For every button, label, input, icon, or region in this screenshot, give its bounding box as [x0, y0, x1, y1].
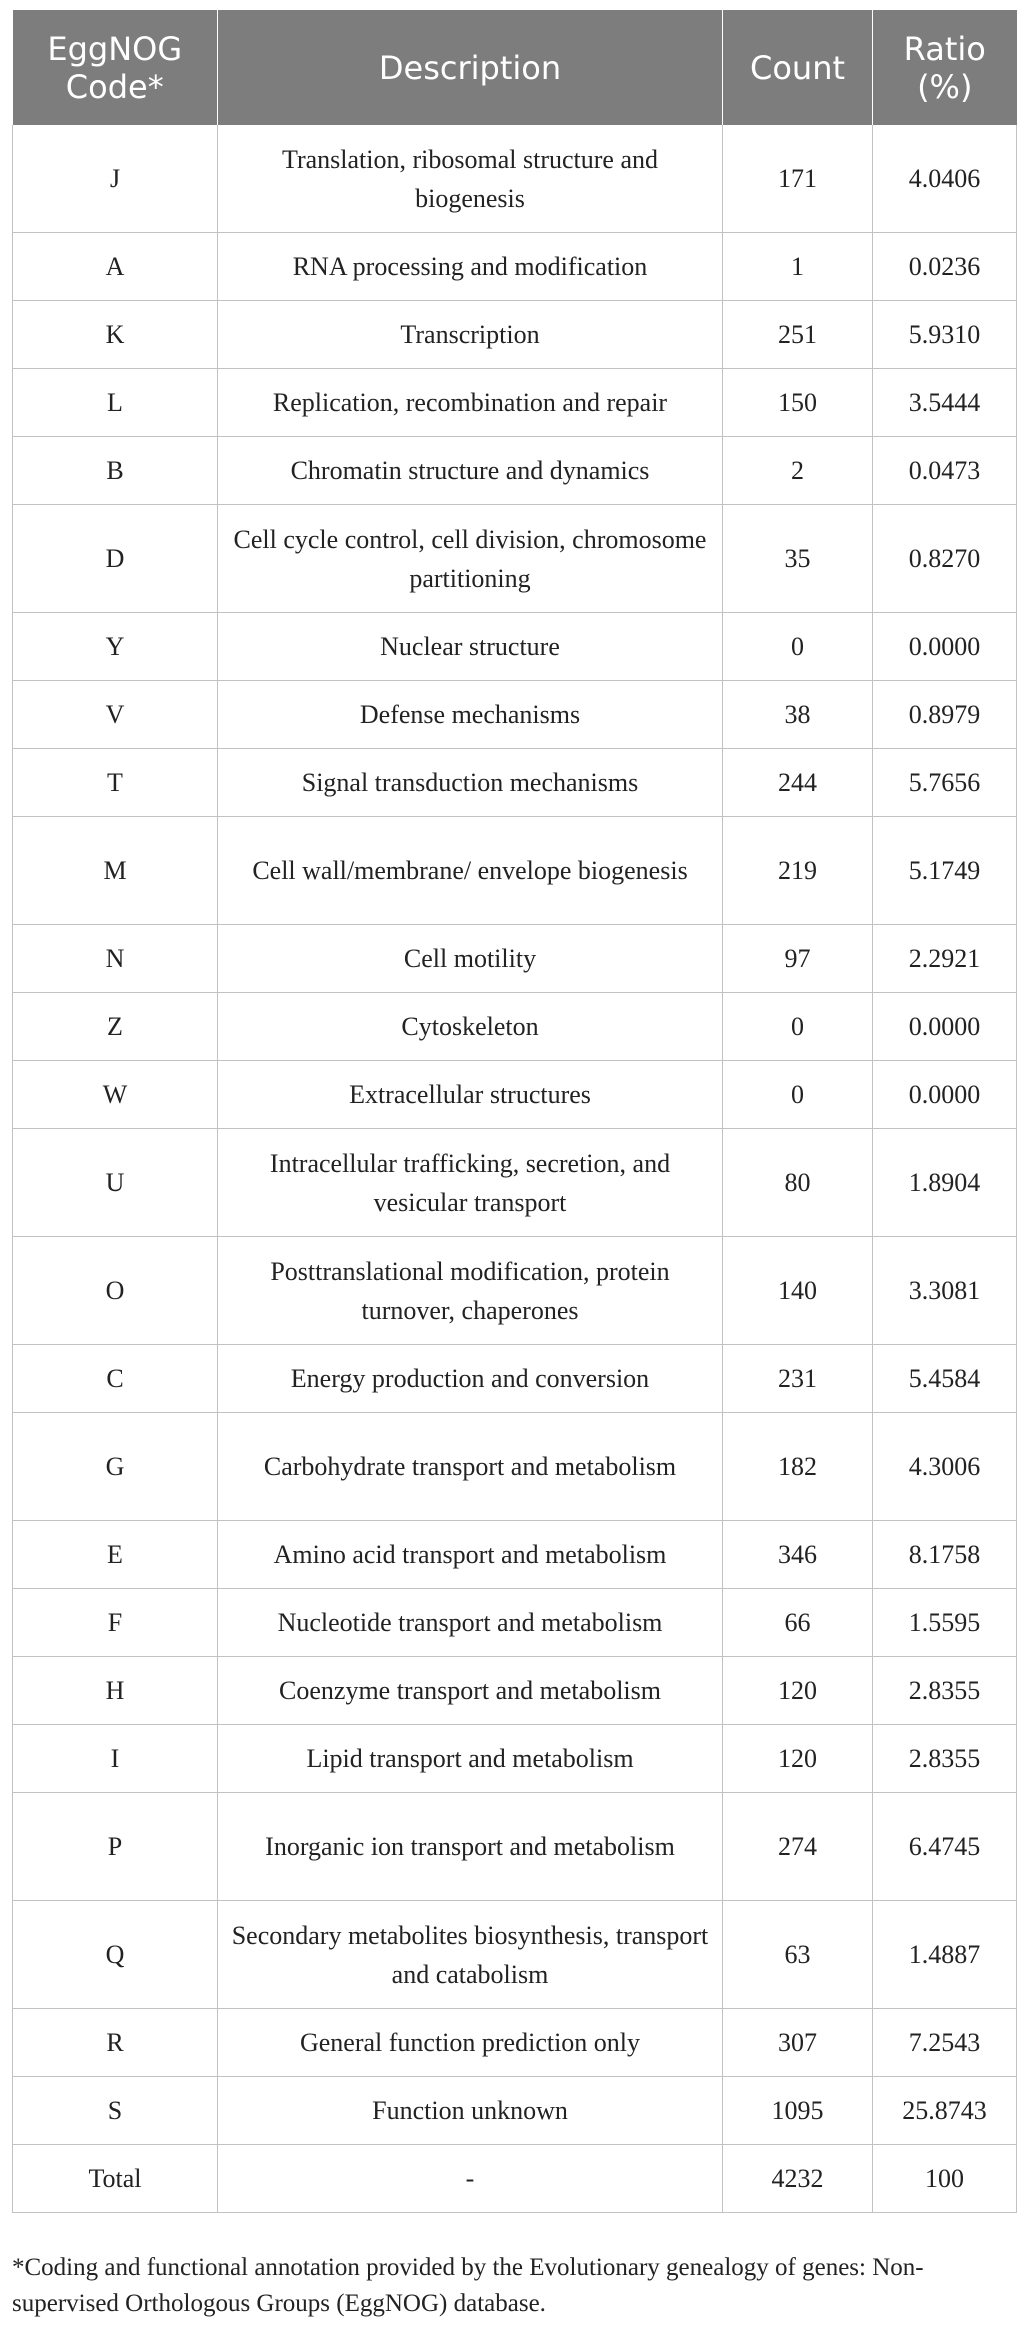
ratio-cell: 0.0000 [873, 993, 1017, 1061]
code-cell: Z [13, 993, 218, 1061]
count-cell: 346 [723, 1521, 873, 1589]
description-cell: Carbohydrate transport and metabolism [218, 1413, 723, 1521]
code-cell: G [13, 1413, 218, 1521]
description-cell: Coenzyme transport and metabolism [218, 1657, 723, 1725]
table-row [13, 681, 1017, 749]
ratio-cell: 2.2921 [873, 925, 1017, 993]
count-cell: 140 [723, 1237, 873, 1345]
table-row [13, 1901, 1017, 2009]
ratio-cell: 5.9310 [873, 301, 1017, 369]
code-cell: I [13, 1725, 218, 1793]
code-cell: Y [13, 613, 218, 681]
table-row [13, 749, 1017, 817]
count-cell: 0 [723, 1061, 873, 1129]
eggnog-table [12, 10, 1017, 2213]
description-cell: Translation, ribosomal structure and biogenesis [218, 125, 723, 233]
code-cell: Total [13, 2145, 218, 2213]
count-cell: 38 [723, 681, 873, 749]
code-cell: O [13, 1237, 218, 1345]
description-cell: Intracellular trafficking, secretion, and vesicular transport [218, 1129, 723, 1237]
count-cell: 2 [723, 437, 873, 505]
ratio-cell: 1.5595 [873, 1589, 1017, 1657]
code-cell: A [13, 233, 218, 301]
count-cell: 97 [723, 925, 873, 993]
ratio-cell: 0.0473 [873, 437, 1017, 505]
ratio-cell: 4.3006 [873, 1413, 1017, 1521]
code-cell: V [13, 681, 218, 749]
count-cell: 63 [723, 1901, 873, 2009]
table-row [13, 925, 1017, 993]
table-row [13, 1237, 1017, 1345]
ratio-cell: 0.0236 [873, 233, 1017, 301]
code-cell: P [13, 1793, 218, 1901]
description-cell: Function unknown [218, 2077, 723, 2145]
ratio-cell: 8.1758 [873, 1521, 1017, 1589]
code-cell: S [13, 2077, 218, 2145]
table-footnote: *Coding and functional annotation provided by the Evolutionary genealogy of genes: Non-supervised Orthologous Groups (EggNOG) database. [12, 2254, 924, 2317]
count-cell: 219 [723, 817, 873, 925]
description-cell: Extracellular structures [218, 1061, 723, 1129]
count-cell: 251 [723, 301, 873, 369]
code-cell: D [13, 505, 218, 613]
description-cell: Posttranslational modification, protein turnover, chaperones [218, 1237, 723, 1345]
table-row [13, 2077, 1017, 2145]
description-cell: Cell cycle control, cell division, chromosome partitioning [218, 505, 723, 613]
header-code: EggNOG Code* [13, 10, 218, 125]
ratio-cell: 5.1749 [873, 817, 1017, 925]
description-cell: Defense mechanisms [218, 681, 723, 749]
count-cell: 120 [723, 1725, 873, 1793]
code-cell: U [13, 1129, 218, 1237]
table-row [13, 1521, 1017, 1589]
description-cell: Signal transduction mechanisms [218, 749, 723, 817]
header-row [13, 10, 1017, 125]
table-row [13, 301, 1017, 369]
ratio-cell: 3.5444 [873, 369, 1017, 437]
count-cell: 244 [723, 749, 873, 817]
table-row [13, 817, 1017, 925]
table-header [13, 10, 1017, 125]
table-row [13, 1129, 1017, 1237]
count-cell: 4232 [723, 2145, 873, 2213]
count-cell: 150 [723, 369, 873, 437]
code-cell: B [13, 437, 218, 505]
header-count: Count [723, 10, 873, 125]
count-cell: 120 [723, 1657, 873, 1725]
count-cell: 307 [723, 2009, 873, 2077]
count-cell: 171 [723, 125, 873, 233]
description-cell: Cell motility [218, 925, 723, 993]
ratio-cell: 2.8355 [873, 1725, 1017, 1793]
table-row [13, 993, 1017, 1061]
description-cell: RNA processing and modification [218, 233, 723, 301]
table-row [13, 1061, 1017, 1129]
ratio-cell: 7.2543 [873, 2009, 1017, 2077]
table-row [13, 1413, 1017, 1521]
ratio-cell: 3.3081 [873, 1237, 1017, 1345]
table-row [13, 613, 1017, 681]
count-cell: 231 [723, 1345, 873, 1413]
description-cell: Nuclear structure [218, 613, 723, 681]
code-cell: F [13, 1589, 218, 1657]
ratio-cell: 2.8355 [873, 1657, 1017, 1725]
count-cell: 0 [723, 993, 873, 1061]
description-cell: Transcription [218, 301, 723, 369]
header-ratio: Ratio (%) [873, 10, 1017, 125]
code-cell: Q [13, 1901, 218, 2009]
ratio-cell: 25.8743 [873, 2077, 1017, 2145]
ratio-cell: 5.4584 [873, 1345, 1017, 1413]
count-cell: 1095 [723, 2077, 873, 2145]
code-cell: R [13, 2009, 218, 2077]
ratio-cell: 0.8270 [873, 505, 1017, 613]
code-cell: E [13, 1521, 218, 1589]
count-cell: 66 [723, 1589, 873, 1657]
code-cell: H [13, 1657, 218, 1725]
code-cell: T [13, 749, 218, 817]
code-cell: C [13, 1345, 218, 1413]
count-cell: 80 [723, 1129, 873, 1237]
count-cell: 274 [723, 1793, 873, 1901]
description-cell: Replication, recombination and repair [218, 369, 723, 437]
description-cell: Secondary metabolites biosynthesis, transport and catabolism [218, 1901, 723, 2009]
count-cell: 0 [723, 613, 873, 681]
code-cell: J [13, 125, 218, 233]
total-row [13, 2145, 1017, 2213]
eggnog-table-container [12, 10, 1016, 2213]
description-cell: Cytoskeleton [218, 993, 723, 1061]
table-row [13, 1657, 1017, 1725]
count-cell: 35 [723, 505, 873, 613]
code-cell: N [13, 925, 218, 993]
count-cell: 1 [723, 233, 873, 301]
ratio-cell: 4.0406 [873, 125, 1017, 233]
ratio-cell: 1.4887 [873, 1901, 1017, 2009]
table-row [13, 233, 1017, 301]
table-row [13, 437, 1017, 505]
count-cell: 182 [723, 1413, 873, 1521]
table-body [13, 125, 1017, 2213]
ratio-cell: 1.8904 [873, 1129, 1017, 1237]
table-row [13, 2009, 1017, 2077]
ratio-cell: 6.4745 [873, 1793, 1017, 1901]
ratio-cell: 100 [873, 2145, 1017, 2213]
description-cell: Energy production and conversion [218, 1345, 723, 1413]
description-cell: Nucleotide transport and metabolism [218, 1589, 723, 1657]
code-cell: W [13, 1061, 218, 1129]
table-row [13, 505, 1017, 613]
header-description: Description [218, 10, 723, 125]
code-cell: L [13, 369, 218, 437]
ratio-cell: 0.0000 [873, 613, 1017, 681]
code-cell: K [13, 301, 218, 369]
description-cell: General function prediction only [218, 2009, 723, 2077]
description-cell: Lipid transport and metabolism [218, 1725, 723, 1793]
table-row [13, 125, 1017, 233]
ratio-cell: 0.8979 [873, 681, 1017, 749]
table-row [13, 369, 1017, 437]
description-cell: Cell wall/membrane/ envelope biogenesis [218, 817, 723, 925]
table-row [13, 1793, 1017, 1901]
table-row [13, 1725, 1017, 1793]
table-row [13, 1589, 1017, 1657]
ratio-cell: 0.0000 [873, 1061, 1017, 1129]
description-cell: Amino acid transport and metabolism [218, 1521, 723, 1589]
description-cell: Chromatin structure and dynamics [218, 437, 723, 505]
description-cell: Inorganic ion transport and metabolism [218, 1793, 723, 1901]
code-cell: M [13, 817, 218, 925]
ratio-cell: 5.7656 [873, 749, 1017, 817]
table-row [13, 1345, 1017, 1413]
description-cell: - [218, 2145, 723, 2213]
